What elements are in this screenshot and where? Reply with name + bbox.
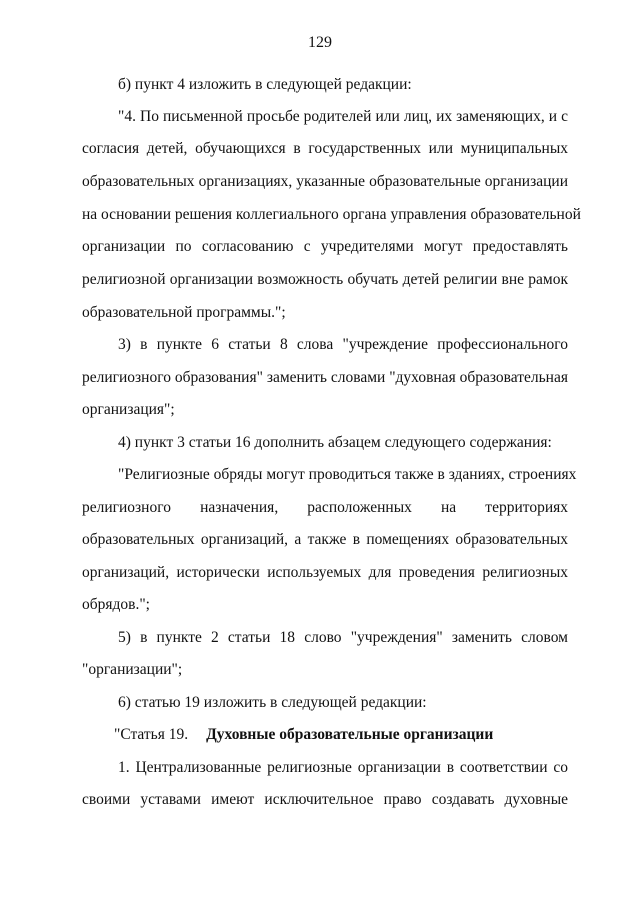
text-line: б) пункт 4 изложить в следующей редакции: xyxy=(118,76,412,93)
text-line: образовательных организациях, указанные образовательные организации xyxy=(82,173,568,190)
text-line: 3) в пункте 6 статьи 8 слова "учреждение профессионального xyxy=(118,336,568,353)
page-number: 129 xyxy=(308,34,332,51)
text-line: "организации"; xyxy=(82,661,183,678)
text-line: обрядов."; xyxy=(82,596,150,613)
text-line: образовательной программы."; xyxy=(82,304,286,321)
text-line: 1. Централизованные религиозные организации в соответствии со xyxy=(118,759,568,776)
text-line: согласия детей, обучающихся в государственных или муниципальных xyxy=(82,140,568,157)
text-line: "4. По письменной просьбе родителей или лиц, их заменяющих, и с xyxy=(118,108,568,125)
text-line: религиозной организации возможность обучать детей религии вне рамок xyxy=(82,271,568,288)
article-heading xyxy=(114,725,568,745)
text-line: организаций, исторически используемых для проведения религиозных xyxy=(82,564,568,581)
text-line: религиозного образования" заменить словами "духовная образовательная xyxy=(82,369,568,386)
text-line: религиозного назначения, расположенных на территориях xyxy=(82,499,568,516)
text-line: 6) статью 19 изложить в следующей редакции: xyxy=(118,694,427,711)
text-line: 5) в пункте 2 статьи 18 слово "учреждения" заменить словом xyxy=(118,629,568,646)
text-line: организации по согласованию с учредителями могут предоставлять xyxy=(82,238,568,255)
article-title: Духовные образовательные организации xyxy=(206,726,494,743)
article-number: "Статья 19. xyxy=(114,726,189,743)
text-line: организация"; xyxy=(82,401,175,418)
text-line: на основании решения коллегиального органа управления образовательной xyxy=(82,206,581,223)
text-line: своими уставами имеют исключительное право создавать духовные xyxy=(82,791,568,808)
text-line: "Религиозные обряды могут проводиться также в зданиях, строениях xyxy=(118,466,577,483)
text-line: образовательных организаций, а также в помещениях образовательных xyxy=(82,531,568,548)
text-line: 4) пункт 3 статьи 16 дополнить абзацем следующего содержания: xyxy=(118,434,552,451)
